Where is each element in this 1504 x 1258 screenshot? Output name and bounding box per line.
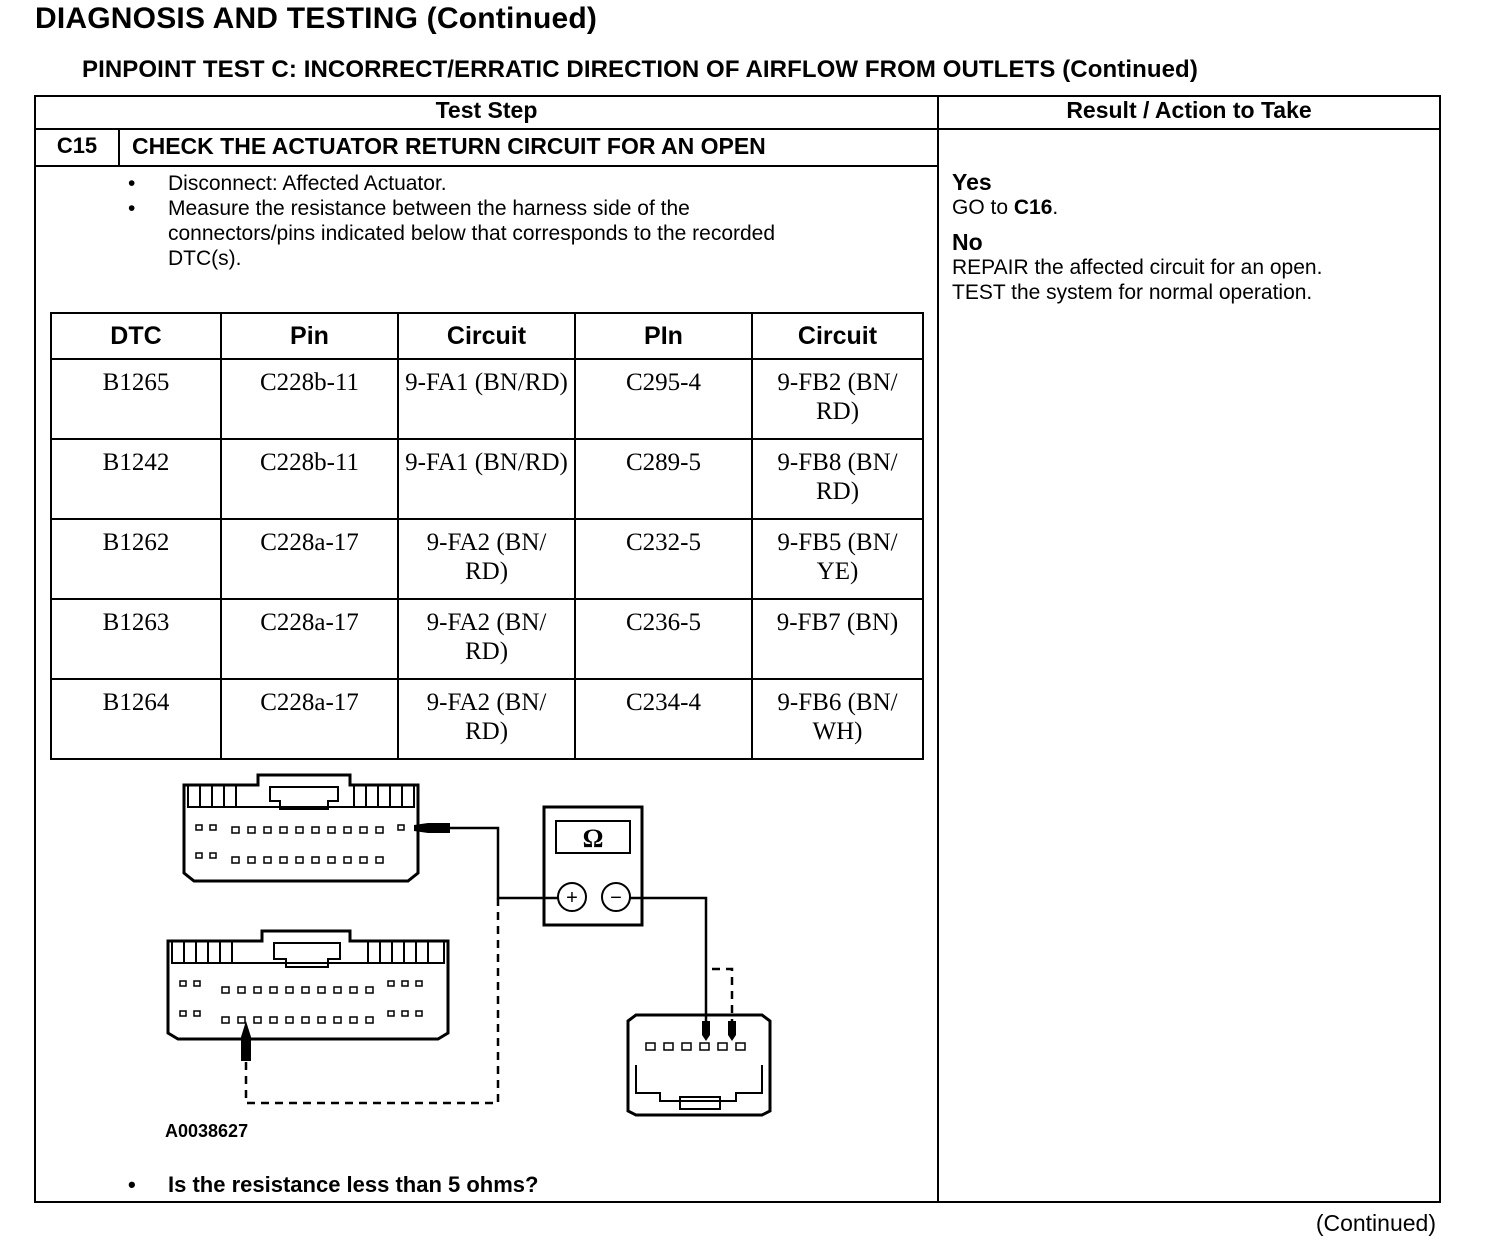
table-cell: C228a-17 bbox=[221, 679, 398, 759]
table-cell: 9-FA1 (BN/RD) bbox=[398, 439, 575, 519]
table-row bbox=[51, 359, 923, 439]
table-cell: C228b-11 bbox=[221, 359, 398, 439]
probe-lower bbox=[241, 1021, 251, 1061]
table-cell: 9-FA2 (BN/ RD) bbox=[398, 679, 575, 759]
table-cell: C232-5 bbox=[575, 519, 752, 599]
column-header: Circuit bbox=[752, 313, 923, 359]
table-cell: 9-FB2 (BN/ RD) bbox=[752, 359, 923, 439]
dtc-table bbox=[50, 312, 924, 760]
page-title: DIAGNOSIS AND TESTING (Continued) bbox=[35, 2, 598, 35]
instruction-text: Disconnect: Affected Actuator. bbox=[168, 172, 447, 195]
step-title: CHECK THE ACTUATOR RETURN CIRCUIT FOR AN OPEN bbox=[132, 133, 766, 159]
positive-terminal-label: + bbox=[566, 887, 578, 909]
no-action-test: TEST the system for normal operation. bbox=[952, 281, 1313, 304]
yes-action-prefix: GO to bbox=[952, 196, 1014, 219]
table-cell: C228a-17 bbox=[221, 599, 398, 679]
continued-label: (Continued) bbox=[1315, 1210, 1436, 1236]
probe-actuator bbox=[702, 1021, 710, 1041]
column-header: Circuit bbox=[398, 313, 575, 359]
bullet-icon: • bbox=[128, 172, 136, 195]
table-cell: 9-FB7 (BN) bbox=[752, 599, 923, 679]
test-step-header: Test Step bbox=[435, 97, 538, 123]
table-cell: 9-FA2 (BN/ RD) bbox=[398, 599, 575, 679]
instruction-item bbox=[128, 171, 828, 196]
wiring-diagram bbox=[150, 765, 790, 1125]
table-cell: 9-FA2 (BN/ RD) bbox=[398, 519, 575, 599]
table-cell: 9-FB8 (BN/ RD) bbox=[752, 439, 923, 519]
question-text: Is the resistance less than 5 ohms? bbox=[168, 1172, 539, 1197]
table-header-row bbox=[51, 313, 923, 359]
alternate-lead-pin bbox=[712, 969, 732, 1021]
table-cell: B1263 bbox=[51, 599, 221, 679]
ohm-symbol: Ω bbox=[582, 824, 604, 853]
table-cell: B1264 bbox=[51, 679, 221, 759]
actuator-connector bbox=[628, 1015, 770, 1115]
negative-terminal-label: − bbox=[610, 887, 622, 909]
pinpoint-test-title: PINPOINT TEST C: INCORRECT/ERRATIC DIRECTION OF AIRFLOW FROM OUTLETS (Continued) bbox=[82, 56, 1198, 83]
step-divider bbox=[34, 165, 939, 167]
instruction-item bbox=[128, 196, 828, 271]
result-header: Result / Action to Take bbox=[1066, 97, 1312, 123]
bullet-icon: • bbox=[128, 197, 136, 220]
upper-connector-pins bbox=[196, 825, 404, 863]
result-actions bbox=[952, 170, 1432, 305]
yes-action bbox=[952, 195, 1432, 220]
actuator-connector-pins bbox=[646, 1043, 745, 1050]
column-header: Pin bbox=[221, 313, 398, 359]
step-id-divider bbox=[118, 130, 120, 166]
table-cell: C228b-11 bbox=[221, 439, 398, 519]
yes-target-step: C16 bbox=[1013, 196, 1053, 219]
table-cell: 9-FA1 (BN/RD) bbox=[398, 359, 575, 439]
test-lead-positive bbox=[418, 828, 558, 898]
table-row bbox=[51, 439, 923, 519]
table-cell: C295-4 bbox=[575, 359, 752, 439]
yes-action-suffix: . bbox=[1052, 196, 1059, 219]
lower-connector-pins bbox=[180, 981, 422, 1023]
table-cell: B1265 bbox=[51, 359, 221, 439]
bullet-icon: • bbox=[128, 1172, 136, 1197]
instruction-text: Measure the resistance between the harness side of the connectors/pins indicated below that corresponds to the recorded DTC(s). bbox=[168, 197, 776, 270]
alternate-lead-path bbox=[246, 898, 498, 1103]
table-row bbox=[51, 679, 923, 759]
column-header: DTC bbox=[51, 313, 221, 359]
no-action-repair: REPAIR the affected circuit for an open. bbox=[952, 256, 1323, 279]
step-id: C15 bbox=[56, 133, 98, 158]
table-cell: C236-5 bbox=[575, 599, 752, 679]
yes-label: Yes bbox=[952, 169, 992, 195]
probe-actuator-alt bbox=[728, 1021, 736, 1041]
table-cell: B1262 bbox=[51, 519, 221, 599]
probe-upper bbox=[414, 823, 450, 833]
table-row bbox=[51, 519, 923, 599]
no-label: No bbox=[952, 229, 983, 255]
table-cell: B1242 bbox=[51, 439, 221, 519]
table-cell: 9-FB6 (BN/ WH) bbox=[752, 679, 923, 759]
column-header: PIn bbox=[575, 313, 752, 359]
table-row bbox=[51, 599, 923, 679]
table-cell: C234-4 bbox=[575, 679, 752, 759]
step-instructions bbox=[128, 171, 828, 271]
step-question bbox=[128, 1172, 538, 1198]
column-divider bbox=[937, 95, 939, 1203]
header-divider bbox=[34, 128, 1441, 130]
table-cell: 9-FB5 (BN/ YE) bbox=[752, 519, 923, 599]
figure-id: A0038627 bbox=[165, 1121, 249, 1141]
table-cell: C289-5 bbox=[575, 439, 752, 519]
table-cell: C228a-17 bbox=[221, 519, 398, 599]
